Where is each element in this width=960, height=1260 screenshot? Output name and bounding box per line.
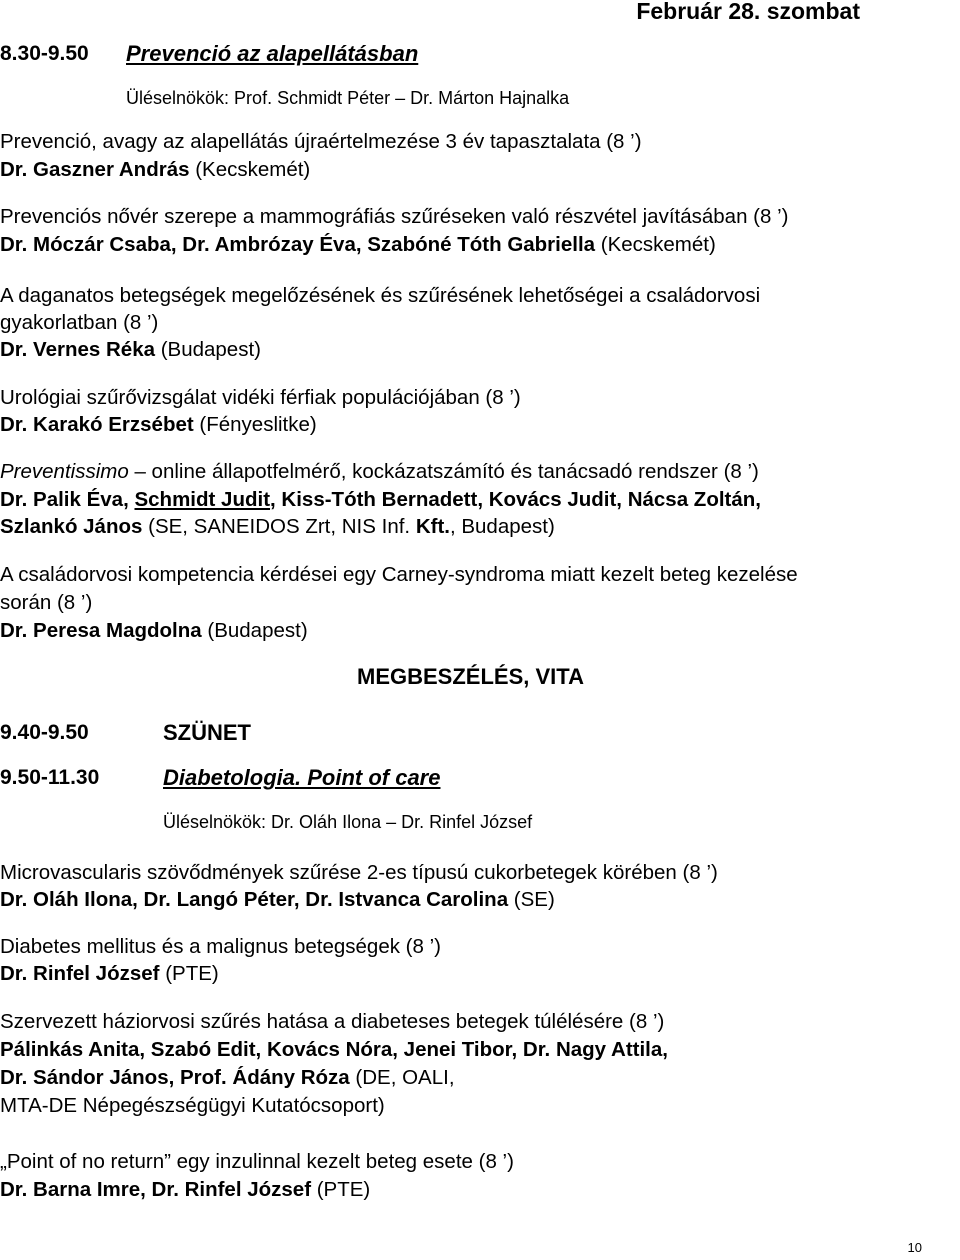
talk-authors: Dr. Barna Imre, Dr. Rinfel József (PTE): [0, 1178, 371, 1201]
talk-affiliation: MTA-DE Népegészségügyi Kutatócsoport): [0, 1094, 385, 1117]
talk-title: Preventissimo – online állapotfelmérő, kockázatszámító és tanácsadó rendszer (8 ’): [0, 460, 759, 483]
talk-title: Prevenciós nővér szerepe a mammográfiás szűréseken való részvétel javításában (8 ’): [0, 205, 789, 228]
break-time: 9.40-9.50: [0, 721, 89, 744]
talk-title: Microvascularis szövődmények szűrése 2-es típusú cukorbetegek körében (8 ’): [0, 861, 718, 884]
talk-authors: Dr. Vernes Réka (Budapest): [0, 338, 261, 361]
talk-authors: Pálinkás Anita, Szabó Edit, Kovács Nóra, Jenei Tibor, Dr. Nagy Attila,: [0, 1038, 668, 1061]
talk-authors: Dr. Sándor János, Prof. Ádány Róza (DE, OALI,: [0, 1066, 455, 1089]
talk-title: során (8 ’): [0, 591, 93, 614]
talk-title: Diabetes mellitus és a malignus betegségek (8 ’): [0, 935, 441, 958]
talk-authors: Dr. Rinfel József (PTE): [0, 962, 219, 985]
break-label: SZÜNET: [163, 720, 251, 745]
talk-title: A daganatos betegségek megelőzésének és szűrésének lehetőségei a családorvosi: [0, 284, 761, 307]
talk-title: A családorvosi kompetencia kérdései egy Carney-syndroma miatt kezelt beteg kezelése: [0, 563, 798, 586]
session2-time: 9.50-11.30: [0, 766, 100, 789]
talk-title: Prevenció, avagy az alapellátás újraértelmezése 3 év tapasztalata (8 ’): [0, 130, 642, 153]
talk-authors: Szlankó János (SE, SANEIDOS Zrt, NIS Inf. Kft., Budapest): [0, 515, 555, 538]
talk-authors: Dr. Gaszner András (Kecskemét): [0, 158, 311, 181]
talk-authors: Dr. Móczár Csaba, Dr. Ambrózay Éva, Szabóné Tóth Gabriella (Kecskemét): [0, 233, 716, 256]
talk-title: Urológiai szűrővizsgálat vidéki férfiak populációjában (8 ’): [0, 386, 521, 409]
talk-authors: Dr. Palik Éva, Schmidt Judit, Kiss-Tóth Bernadett, Kovács Judit, Nácsa Zoltán,: [0, 488, 761, 511]
discussion-label: MEGBESZÉLÉS, VITA: [357, 664, 584, 689]
talk-authors: Dr. Oláh Ilona, Dr. Langó Péter, Dr. Istvanca Carolina (SE): [0, 888, 555, 911]
session1-chairs: Üléselnökök: Prof. Schmidt Péter – Dr. Márton Hajnalka: [126, 88, 570, 108]
session2-chairs: Üléselnökök: Dr. Oláh Ilona – Dr. Rinfel József: [163, 812, 533, 832]
talk-title: „Point of no return” egy inzulinnal kezelt beteg esete (8 ’): [0, 1150, 514, 1173]
session2-title: Diabetologia. Point of care: [163, 765, 441, 790]
talk-authors: Dr. Karakó Erzsébet (Fényeslitke): [0, 413, 317, 436]
page-date: Február 28. szombat: [636, 0, 860, 24]
talk-title: gyakorlatban (8 ’): [0, 311, 159, 334]
session1-title: Prevenció az alapellátásban: [126, 41, 419, 66]
talk-authors: Dr. Peresa Magdolna (Budapest): [0, 619, 308, 642]
session1-time: 8.30-9.50: [0, 42, 89, 65]
talk-title: Szervezett háziorvosi szűrés hatása a diabeteses betegek túlélésére (8 ’): [0, 1010, 665, 1033]
page-number: 10: [907, 1240, 922, 1255]
